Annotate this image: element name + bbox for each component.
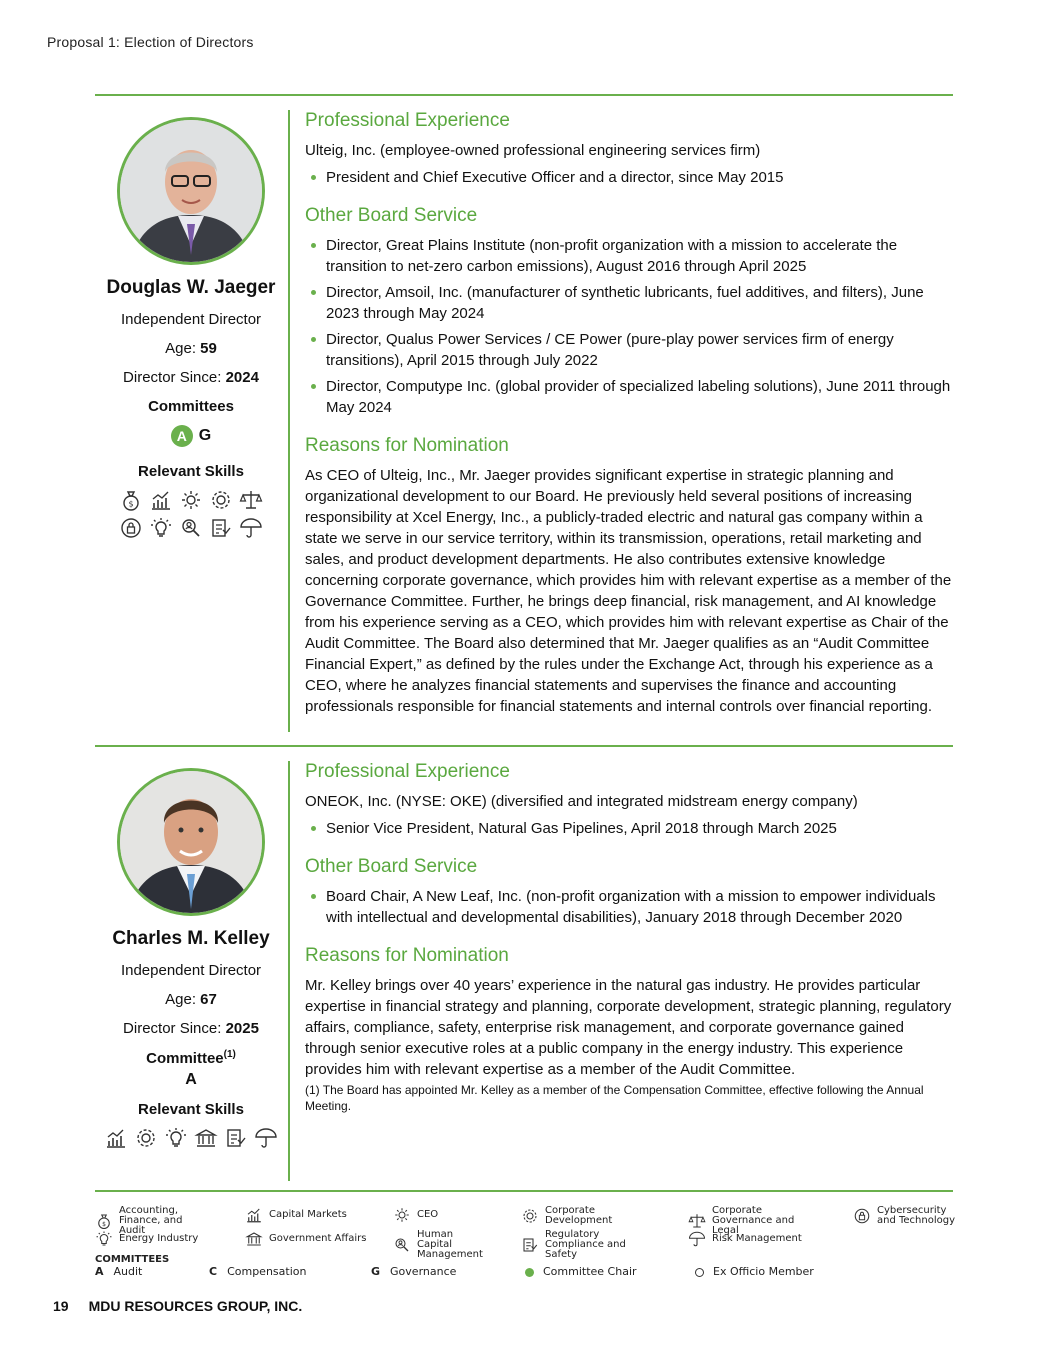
government-affairs-icon [245, 1230, 263, 1248]
accounting-icon [119, 488, 143, 512]
legend-item: Risk Management [688, 1230, 802, 1248]
director-name: Charles M. Kelley [112, 928, 270, 949]
legend-item: Human Capital Management [393, 1230, 491, 1260]
prof-list [305, 818, 955, 839]
risk-management-icon [688, 1230, 706, 1248]
professional-experience-heading: Professional Experience [305, 110, 510, 131]
committee-codes [95, 425, 287, 447]
corporate-development-icon [134, 1126, 158, 1150]
list-item: Director, Amsoil, Inc. (manufacturer of synthetic lubricants, fuel additives, and filters), June 2023 through May 2024 [305, 282, 955, 324]
committees-label: Committee$^{(1)}$ [146, 1049, 236, 1067]
government-affairs-icon [194, 1126, 218, 1150]
professional-experience-heading: Professional Experience [305, 761, 510, 782]
capital-markets-icon [245, 1206, 263, 1224]
headshot-photo [117, 117, 265, 265]
committee-code: A [185, 1071, 197, 1088]
committee-codes [95, 1071, 287, 1089]
page-number: 19 [53, 1298, 69, 1314]
cybersecurity-icon [853, 1207, 871, 1225]
corporate-development-icon [521, 1207, 539, 1225]
skills-icon-row [101, 1126, 281, 1150]
regulatory-icon [224, 1126, 248, 1150]
prof-company: ONEOK, Inc. (NYSE: OKE) (diversified and integrated midstream energy company) [305, 793, 858, 810]
headshot-photo [117, 768, 265, 916]
svg-text:$: $ [128, 499, 134, 509]
director-details-jaeger [305, 110, 955, 717]
legend-item: Government Affairs [245, 1230, 367, 1248]
human-capital-icon [179, 516, 203, 540]
director-age: Age: 67 [165, 991, 217, 1008]
legend-item: CEO [393, 1206, 438, 1224]
divider-vertical-1 [288, 110, 290, 732]
energy-industry-icon [164, 1126, 188, 1150]
skills-icon-row [111, 488, 271, 540]
governance-legal-icon [688, 1212, 706, 1230]
legend-item: Cybersecurity and Technology [853, 1206, 957, 1226]
reasons-heading: Reasons for Nomination [305, 435, 509, 456]
ceo-icon [179, 488, 203, 512]
list-item: Senior Vice President, Natural Gas Pipelines, April 2018 through March 2025 [305, 818, 955, 839]
legend-item: Regulatory Compliance and Safety [521, 1230, 657, 1260]
list-item: Board Chair, A New Leaf, Inc. (non-profit organization with a mission to empower individuals with intellectual and developmental disabilities), January 2018 through December 2020 [305, 886, 955, 928]
reasons-text: As CEO of Ulteig, Inc., Mr. Jaeger provides significant expertise in strategic planning and organizational development to our Board. He previously held several positions of increasing responsibility at Xcel Energy, Inc., a publicly-traded electric and natural gas company within a state we serve in our service territory, within its transmission, operations, retail marketing and sales, and product development departments. He also contributes extensive knowledge concerning corporate governance, which provides him with relevant expertise as a member of the Governance Committee. Further, he brings deep financial, risk management, and AI knowledge from his experience serving as a CEO, which provides him with relevant expertise as Chair of the Audit Committee. The Board also determined that Mr. Jaeger qualifies as an “Audit Committee Financial Expert,” as defined by the rules under the Exchange Act, through his experience as a CEO, where he analyzes financial statements and supervises the finance and accounting professionals responsible for financial statements and internal controls over financial reporting. [305, 467, 952, 715]
committee-legend-governance: G Governance [371, 1265, 457, 1278]
legend-item: Capital Markets [245, 1206, 347, 1224]
legend-item: Energy Industry [95, 1230, 198, 1248]
board-list [305, 886, 955, 928]
committee-chair-legend: Committee Chair [525, 1265, 637, 1278]
prof-company: Ulteig, Inc. (employee-owned professional engineering services firm) [305, 142, 761, 159]
ceo-icon [393, 1206, 411, 1224]
committee-legend-compensation: C Compensation [209, 1265, 307, 1278]
corporate-development-icon [209, 488, 233, 512]
exofficio-circle-icon [695, 1268, 704, 1277]
risk-management-icon [239, 516, 263, 540]
director-age: Age: 59 [165, 340, 217, 357]
director-since: Director Since: 2024 [123, 369, 259, 386]
committees-legend-title: COMMITTEES [95, 1254, 170, 1265]
divider-vertical-2 [288, 761, 290, 1181]
legend-item: Corporate Development [521, 1206, 617, 1226]
committees-label: Committees [148, 398, 234, 415]
legend-item: Corporate Governance and Legal [688, 1206, 824, 1236]
section-header: Proposal 1: Election of Directors [47, 34, 254, 50]
chair-dot-icon [525, 1268, 534, 1277]
committee-legend-audit: A Audit [95, 1265, 143, 1278]
committee-chair-badge: A [171, 425, 193, 447]
regulatory-icon [521, 1236, 539, 1254]
company-name: MDU RESOURCES GROUP, INC. [88, 1298, 303, 1314]
list-item: Director, Computype Inc. (global provider of specialized labeling solutions), June 2011 through May 2024 [305, 376, 955, 418]
other-board-heading: Other Board Service [305, 205, 478, 226]
list-item: Director, Qualus Power Services / CE Power (pure-play power services firm of energy transitions), April 2015 through July 2022 [305, 329, 955, 371]
capital-markets-icon [149, 488, 173, 512]
director-title: Independent Director [120, 311, 262, 328]
legend-item: $ Accounting, Finance, and Audit [95, 1206, 211, 1236]
footnote: (1) The Board has appointed Mr. Kelley as a member of the Compensation Committee, effective following the Annual Meeting. [305, 1083, 924, 1113]
reasons-heading: Reasons for Nomination [305, 945, 509, 966]
list-item: Director, Great Plains Institute (non-profit organization with a mission to accelerate the transition to net-zero carbon emissions), August 2016 through April 2025 [305, 235, 955, 277]
director-profile-jaeger [95, 117, 287, 540]
list-item: President and Chief Executive Officer and a director, since May 2015 [305, 167, 955, 188]
other-board-heading: Other Board Service [305, 856, 478, 877]
committee-code: G [198, 427, 212, 444]
director-since: Director Since: 2025 [123, 1020, 259, 1037]
reasons-text: Mr. Kelley brings over 40 years’ experience in the natural gas industry. He provides particular expertise in financial strategy and planning, corporate development, strategic planning, regulatory affairs, compliance, safety, enterprise risk management, and corporate governance gained through senior executive roles at a public company in the energy industry. This experience provides him with relevant expertise as a member of the Audit Committee. [305, 977, 952, 1078]
divider-middle [95, 745, 953, 747]
exofficio-legend: Ex Officio Member [695, 1265, 814, 1278]
governance-legal-icon [239, 488, 263, 512]
energy-industry-icon [95, 1230, 113, 1248]
board-list [305, 235, 955, 418]
director-title: Independent Director [120, 962, 262, 979]
divider-legend [95, 1190, 953, 1192]
risk-management-icon [254, 1126, 278, 1150]
regulatory-icon [209, 516, 233, 540]
cybersecurity-icon [119, 516, 143, 540]
footnote-mark: (1) [223, 1049, 236, 1060]
energy-industry-icon [149, 516, 173, 540]
prof-list [305, 167, 955, 188]
director-profile-kelley [95, 768, 287, 1150]
svg-text:$: $ [102, 1220, 106, 1228]
capital-markets-icon [104, 1126, 128, 1150]
human-capital-icon [393, 1236, 411, 1254]
skills-label: Relevant Skills [138, 1101, 244, 1118]
divider-top [95, 94, 953, 96]
director-details-kelley [305, 761, 955, 1114]
accounting-icon [95, 1212, 113, 1230]
director-name: Douglas W. Jaeger [106, 277, 276, 298]
page-footer [53, 1298, 322, 1314]
skills-label: Relevant Skills [138, 463, 244, 480]
